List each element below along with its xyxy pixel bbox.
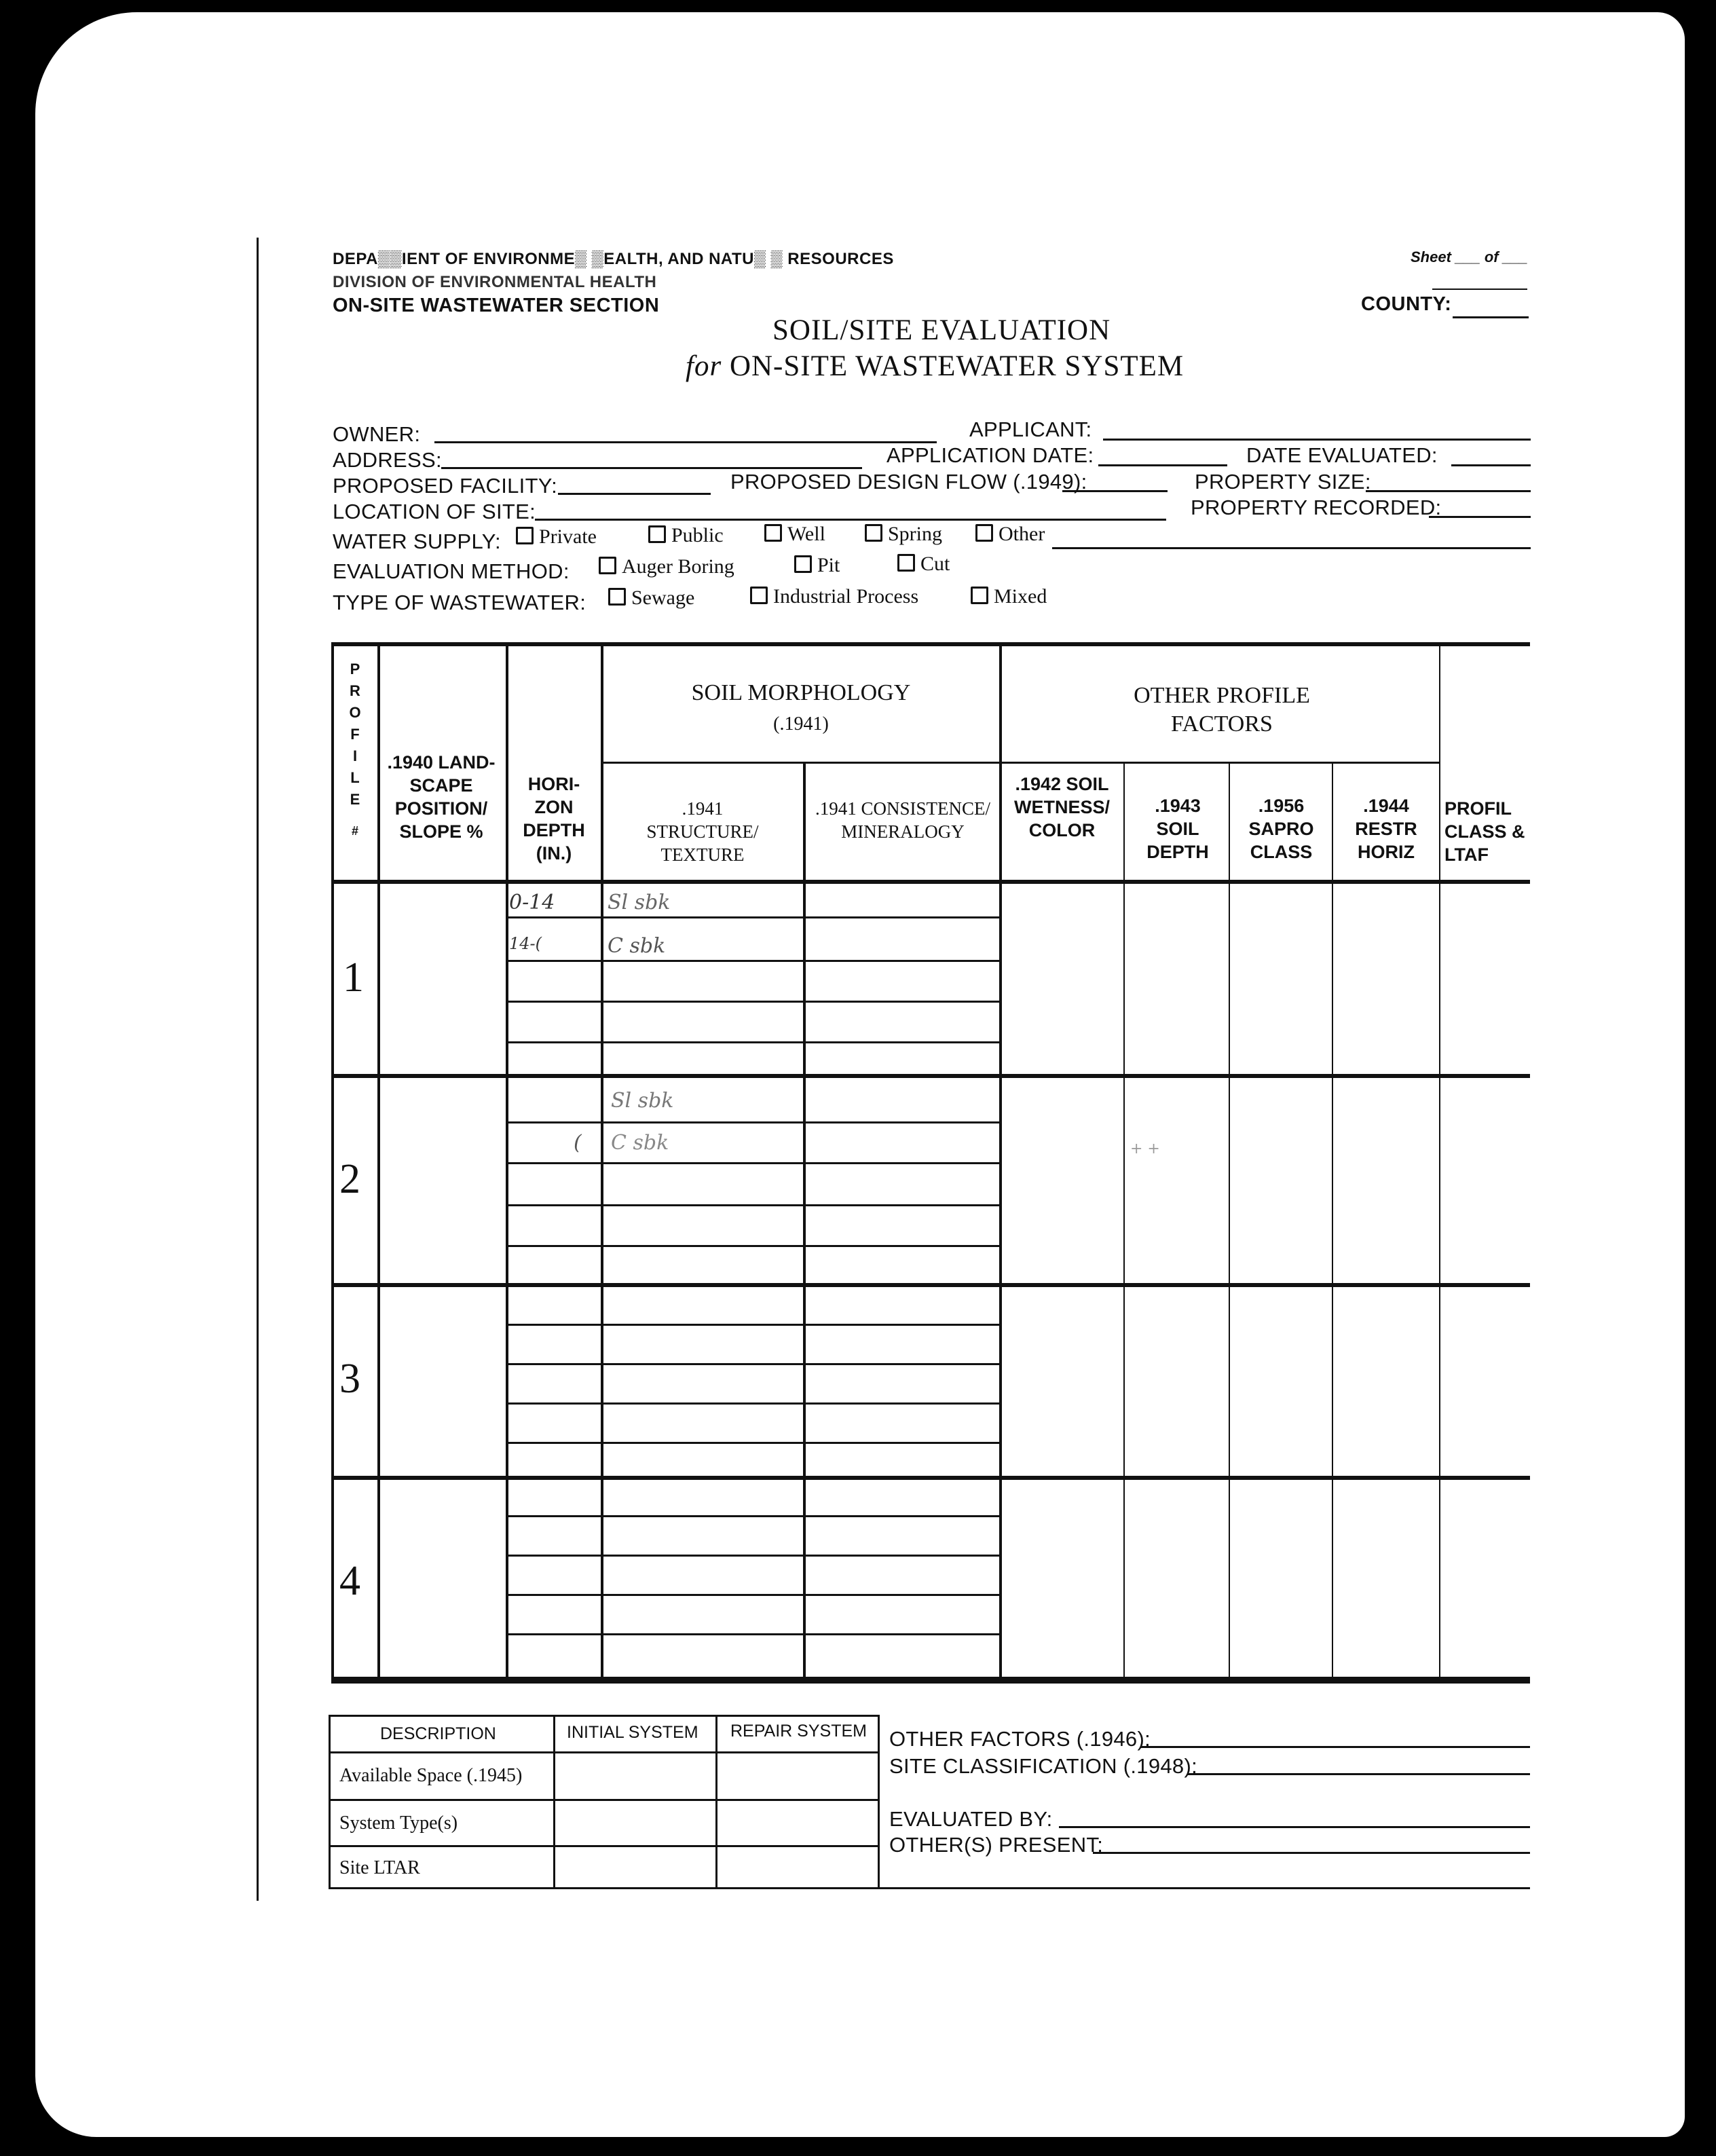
sheet-label: Sheet ___ of ___ (1411, 248, 1528, 265)
page-subtitle-row (686, 350, 1184, 383)
other-factors-label: OTHER FACTORS (.1946): (889, 1727, 1151, 1751)
proposed-facility-label: PROPOSED FACILITY: (333, 474, 557, 498)
summary-col (329, 1715, 331, 1889)
handwritten-structure: C sbk (608, 934, 666, 958)
available-space-repair[interactable] (717, 1753, 876, 1798)
water-spring-option[interactable] (865, 523, 942, 546)
summary-top (329, 1715, 878, 1717)
row-line (506, 1121, 999, 1123)
handwritten-depth: ( (574, 1131, 582, 1155)
other-factors-header: OTHER PROFILE FACTORS (1134, 683, 1310, 737)
water-public-checkbox[interactable] (648, 525, 666, 543)
waste-industrial-checkbox[interactable] (750, 587, 768, 604)
col-line-2 (506, 642, 508, 1679)
water-well-checkbox[interactable] (764, 524, 782, 542)
dept-heading: DEPA▒▒IENT OF ENVIRONME▒ ▒EALTH, AND NATU▒ ▒ RESOURCES (333, 250, 894, 268)
wetness-header: .1942 SOIL WETNESS/ COLOR (1013, 774, 1110, 840)
location-field[interactable] (535, 519, 1166, 521)
soil-depth-header: .1943 SOIL DEPTH (1146, 796, 1209, 862)
row-line (506, 1162, 999, 1164)
table-top-border (331, 642, 1530, 646)
col-line-9 (1439, 642, 1440, 1679)
profile-letter: F (350, 726, 360, 743)
col-line-8 (1332, 762, 1333, 1679)
water-well-label: Well (787, 523, 825, 545)
handwritten-structure: Sl sbk (611, 1089, 674, 1113)
row-line (506, 1515, 999, 1517)
site-classification-field[interactable] (1188, 1773, 1530, 1775)
water-other-label: Other (999, 523, 1045, 545)
profile-letter: O (349, 704, 361, 721)
waste-mixed-label: Mixed (994, 585, 1047, 608)
waste-industrial-option[interactable] (750, 585, 918, 608)
waste-sewage-checkbox[interactable] (608, 588, 626, 606)
design-flow-label: PROPOSED DESIGN FLOW (.1949): (730, 470, 1087, 494)
col-line-3 (601, 642, 603, 1679)
margin-line (257, 238, 259, 1901)
subtitle-for: for (686, 350, 722, 382)
profile-letter: I (352, 747, 358, 764)
profile-sep-2 (331, 1283, 1530, 1287)
profile-number: 2 (339, 1156, 360, 1202)
col-line-5 (999, 642, 1002, 1679)
profile-sep-3 (331, 1476, 1530, 1480)
system-type-repair[interactable] (717, 1800, 876, 1844)
header-split-line (601, 762, 1439, 764)
available-space-initial[interactable] (555, 1753, 714, 1798)
soil-morphology-code: (.1941) (773, 713, 829, 735)
evaluated-by-label: EVALUATED BY: (889, 1807, 1053, 1831)
section-heading: ON-SITE WASTEWATER SECTION (333, 295, 660, 316)
profile-letter: # (351, 824, 358, 838)
evaluated-by-field[interactable] (1059, 1826, 1530, 1828)
property-size-label: PROPERTY SIZE: (1195, 470, 1371, 494)
property-size-field[interactable] (1366, 490, 1531, 492)
site-ltar-label: Site LTAR (339, 1857, 420, 1878)
eval-cut-option[interactable] (897, 553, 950, 576)
col-line-1 (377, 642, 380, 1679)
initial-system-header: INITIAL SYSTEM (567, 1723, 698, 1742)
page-subtitle: ON-SITE WASTEWATER SYSTEM (729, 350, 1185, 382)
sapro-header: .1956 SAPRO CLASS (1248, 796, 1314, 862)
eval-pit-option[interactable] (794, 554, 840, 577)
eval-pit-label: Pit (817, 554, 840, 576)
profile-number: 3 (339, 1356, 360, 1402)
eval-auger-checkbox[interactable] (599, 557, 616, 574)
profile-letter: P (350, 661, 360, 677)
water-public-option[interactable] (648, 524, 724, 547)
row-line (506, 1402, 999, 1405)
profile-number: 4 (339, 1558, 360, 1604)
water-other-option[interactable] (975, 523, 1045, 546)
sheet-line (1432, 289, 1527, 290)
division-heading: DIVISION OF ENVIRONMENTAL HEALTH (333, 273, 657, 291)
table-bottom-border (331, 1677, 1530, 1684)
row-line (506, 1324, 999, 1326)
summary-col (878, 1715, 880, 1889)
site-ltar-initial[interactable] (555, 1846, 714, 1886)
water-spring-checkbox[interactable] (865, 524, 882, 542)
row-line (506, 1442, 999, 1444)
waste-sewage-option[interactable] (608, 587, 694, 610)
water-supply-label: WATER SUPPLY: (333, 529, 501, 553)
applicant-label: APPLICANT: (969, 417, 1092, 441)
landscape-header: .1940 LAND- SCAPE POSITION/ SLOPE % (387, 752, 496, 842)
col-line-4 (803, 762, 806, 1679)
horizon-header: HORI- ZON DEPTH (IN.) (523, 774, 585, 863)
waste-sewage-label: Sewage (631, 587, 695, 609)
table-left-border (331, 642, 334, 1679)
row-line (506, 1245, 999, 1247)
location-label: LOCATION OF SITE: (333, 500, 536, 523)
row-line (506, 1594, 999, 1596)
profile-class-header: PROFIL CLASS & LTAF (1444, 798, 1525, 865)
application-date-field[interactable] (1098, 464, 1227, 466)
owner-field[interactable] (434, 441, 937, 443)
evaluation-method-label: EVALUATION METHOD: (333, 559, 570, 583)
others-present-field[interactable] (1093, 1852, 1530, 1854)
water-private-label: Private (539, 525, 597, 548)
county-label: COUNTY: (1361, 293, 1452, 315)
eval-cut-checkbox[interactable] (897, 554, 915, 572)
county-line[interactable] (1453, 316, 1529, 318)
eval-auger-label: Auger Boring (622, 555, 734, 578)
property-recorded-label: PROPERTY RECORDED: (1191, 496, 1442, 519)
page-title: SOIL/SITE EVALUATION (772, 314, 1111, 346)
eval-auger-option[interactable] (599, 555, 734, 578)
applicant-field[interactable] (1103, 439, 1531, 441)
consistence-header: .1941 CONSISTENCE/ MINERALOGY (815, 798, 991, 842)
structure-header: .1941 STRUCTURE/ TEXTURE (646, 798, 759, 865)
water-other-field[interactable] (1052, 547, 1531, 549)
row-line (506, 1555, 999, 1557)
waste-mixed-option[interactable] (971, 585, 1047, 608)
row-line (506, 960, 999, 962)
row-line (506, 1633, 999, 1635)
application-date-label: APPLICATION DATE: (887, 443, 1094, 467)
col-line-6 (1123, 762, 1125, 1679)
row-line (506, 1001, 999, 1003)
handwritten-soil-depth: + + (1130, 1140, 1160, 1157)
handwritten-structure: Sl sbk (608, 891, 671, 914)
handwritten-structure: C sbk (611, 1131, 669, 1155)
water-public-label: Public (671, 524, 724, 546)
profile-number: 1 (343, 954, 364, 1001)
water-other-checkbox[interactable] (975, 524, 993, 542)
description-header: DESCRIPTION (380, 1724, 496, 1743)
summary-bottom (329, 1887, 1530, 1889)
water-private-option[interactable] (516, 525, 597, 549)
header-bottom-line (331, 880, 1530, 884)
profile-sep-1 (331, 1074, 1530, 1078)
soil-morphology-header: SOIL MORPHOLOGY (691, 680, 911, 705)
profile-letter: R (350, 682, 360, 699)
system-type-label: System Type(s) (339, 1813, 458, 1834)
system-type-initial[interactable] (555, 1800, 714, 1844)
row-line (506, 916, 999, 918)
wastewater-type-label: TYPE OF WASTEWATER: (333, 591, 586, 614)
owner-label: OWNER: (333, 422, 421, 446)
row-line (506, 1204, 999, 1206)
repair-system-header: REPAIR SYSTEM (730, 1722, 867, 1741)
profile-letter: L (350, 769, 360, 786)
other-factors-field[interactable] (1140, 1746, 1530, 1748)
row-line (506, 1363, 999, 1365)
row-line (506, 1041, 999, 1043)
waste-mixed-checkbox[interactable] (971, 587, 988, 604)
handwritten-depth: 14-( (509, 934, 542, 953)
date-evaluated-label: DATE EVALUATED: (1246, 443, 1438, 467)
profile-letter: E (350, 791, 360, 808)
waste-industrial-label: Industrial Process (773, 585, 919, 608)
water-private-checkbox[interactable] (516, 527, 534, 544)
available-space-label: Available Space (.1945) (339, 1765, 523, 1786)
water-well-option[interactable] (764, 523, 825, 546)
address-label: ADDRESS: (333, 448, 442, 472)
eval-pit-checkbox[interactable] (794, 555, 812, 573)
water-spring-label: Spring (888, 523, 943, 545)
site-ltar-repair[interactable] (717, 1846, 876, 1886)
eval-cut-label: Cut (920, 553, 950, 575)
restr-header: .1944 RESTR HORIZ (1355, 796, 1417, 862)
site-classification-label: SITE CLASSIFICATION (.1948): (889, 1754, 1197, 1778)
design-flow-field[interactable] (1062, 490, 1168, 492)
address-field[interactable] (441, 467, 862, 469)
col-line-7 (1229, 762, 1230, 1679)
property-recorded-field[interactable] (1429, 516, 1531, 518)
date-evaluated-field[interactable] (1451, 464, 1531, 466)
proposed-facility-field[interactable] (558, 493, 711, 495)
others-present-label: OTHER(S) PRESENT: (889, 1833, 1104, 1857)
handwritten-depth: 0-14 (509, 891, 555, 914)
